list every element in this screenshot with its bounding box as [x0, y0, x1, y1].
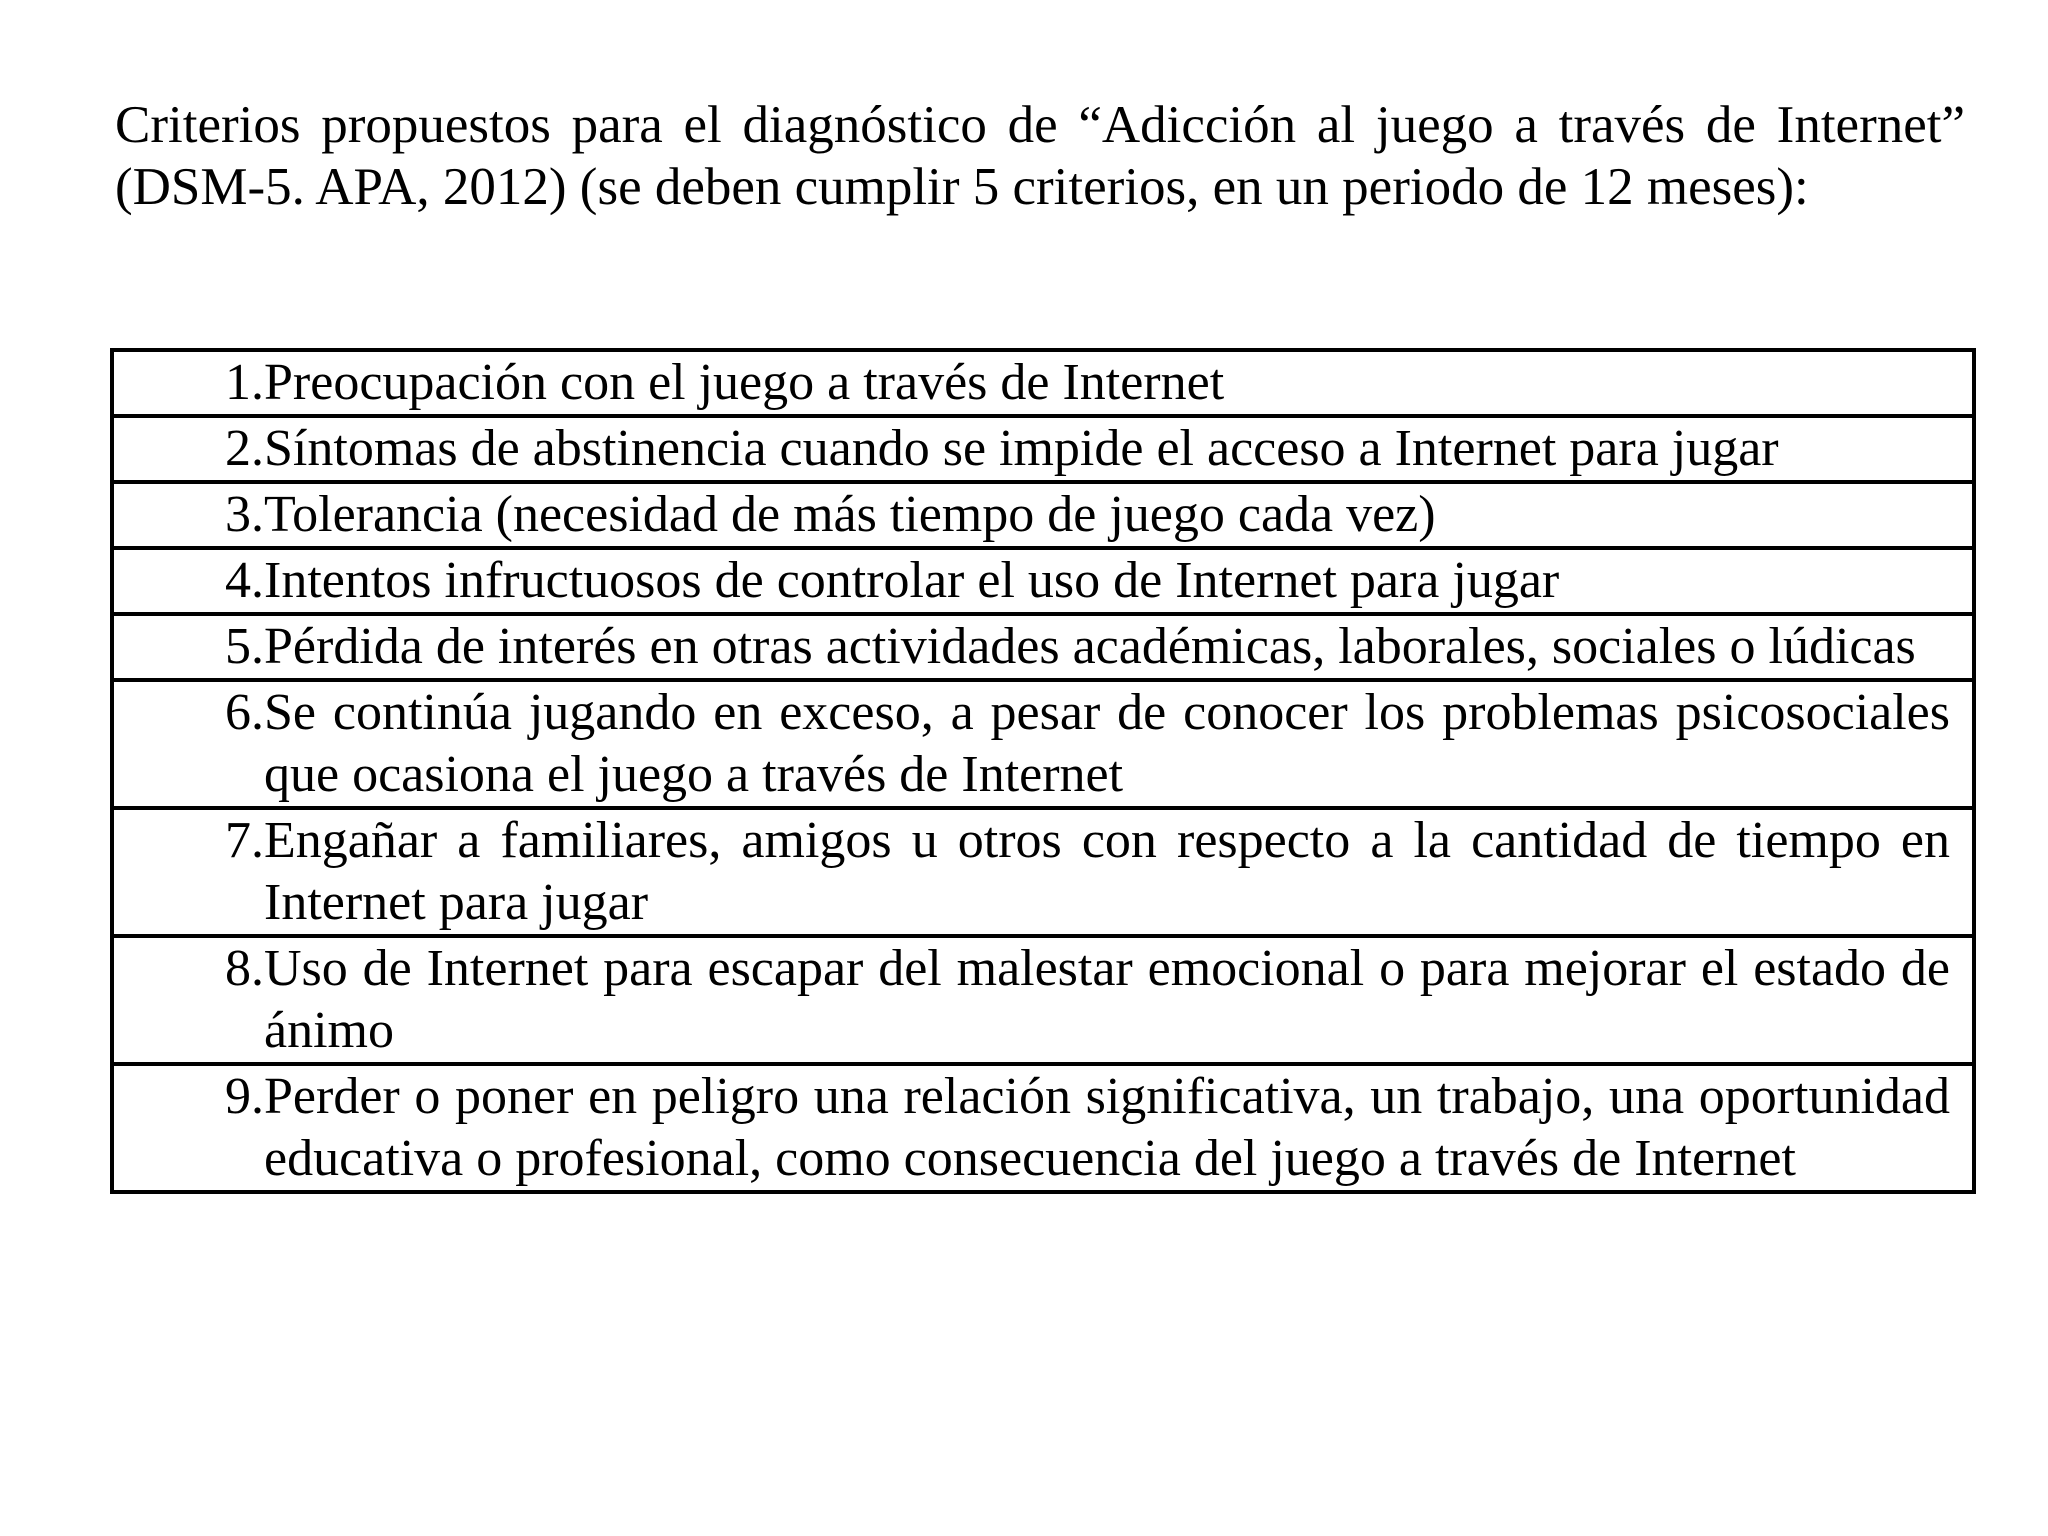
criterion-number: 3. [225, 486, 264, 543]
criteria-row [112, 482, 1974, 548]
criteria-table [110, 348, 1976, 1194]
criterion-text: Se continúa jugando en exceso, a pesar de conocer los problemas psicosociales que ocasiona el juego a través de Internet [264, 684, 1950, 803]
criteria-row [112, 1064, 1974, 1192]
criterion-number: 8. [225, 940, 264, 997]
criterion-number: 4. [225, 552, 264, 609]
criteria-cell [112, 1064, 1974, 1192]
criterion-text: Pérdida de interés en otras actividades académicas, laborales, sociales o lúdicas [264, 618, 1916, 675]
criterion-item [164, 938, 1950, 1062]
criterion-number: 9. [225, 1068, 264, 1125]
criterion-item [164, 810, 1950, 934]
criteria-cell [112, 936, 1974, 1064]
criteria-row [112, 808, 1974, 936]
criteria-row [112, 416, 1974, 482]
criterion-text: Intentos infructuosos de controlar el uso de Internet para jugar [264, 552, 1560, 609]
criteria-row [112, 936, 1974, 1064]
criteria-row [112, 680, 1974, 808]
criterion-item [164, 682, 1950, 806]
criterion-number: 7. [225, 812, 264, 869]
criterion-text: Engañar a familiares, amigos u otros con respecto a la cantidad de tiempo en Internet para jugar [264, 812, 1950, 931]
criteria-cell [112, 680, 1974, 808]
criterion-item [164, 484, 1950, 546]
criterion-number: 6. [225, 684, 264, 741]
criteria-row [112, 548, 1974, 614]
criterion-number: 2. [225, 420, 264, 477]
criteria-cell [112, 482, 1974, 548]
criteria-cell [112, 614, 1974, 680]
criterion-text: Síntomas de abstinencia cuando se impide el acceso a Internet para jugar [264, 420, 1779, 477]
criterion-item [164, 550, 1950, 612]
criterion-item [164, 418, 1950, 480]
criteria-cell [112, 808, 1974, 936]
criterion-item [164, 1066, 1950, 1190]
criterion-number: 5. [225, 618, 264, 675]
criterion-item [164, 616, 1950, 678]
criteria-cell [112, 350, 1974, 416]
criteria-cell [112, 416, 1974, 482]
criterion-text: Uso de Internet para escapar del malestar emocional o para mejorar el estado de ánimo [264, 940, 1950, 1059]
criterion-item [164, 352, 1950, 414]
criteria-cell [112, 548, 1974, 614]
criteria-row [112, 614, 1974, 680]
criterion-number: 1. [225, 354, 264, 411]
criterion-text: Tolerancia (necesidad de más tiempo de juego cada vez) [264, 486, 1436, 543]
criteria-row [112, 350, 1974, 416]
criterion-text: Perder o poner en peligro una relación significativa, un trabajo, una oportunidad educativa o profesional, como consecuencia del juego a través de Internet [264, 1068, 1950, 1187]
criterion-text: Preocupación con el juego a través de Internet [264, 354, 1225, 411]
intro-paragraph: Criterios propuestos para el diagnóstico de “Adicción al juego a través de Internet” (DSM-5. APA, 2012) (se deben cumplir 5 criterios, en un periodo de 12 meses): [115, 96, 1965, 216]
